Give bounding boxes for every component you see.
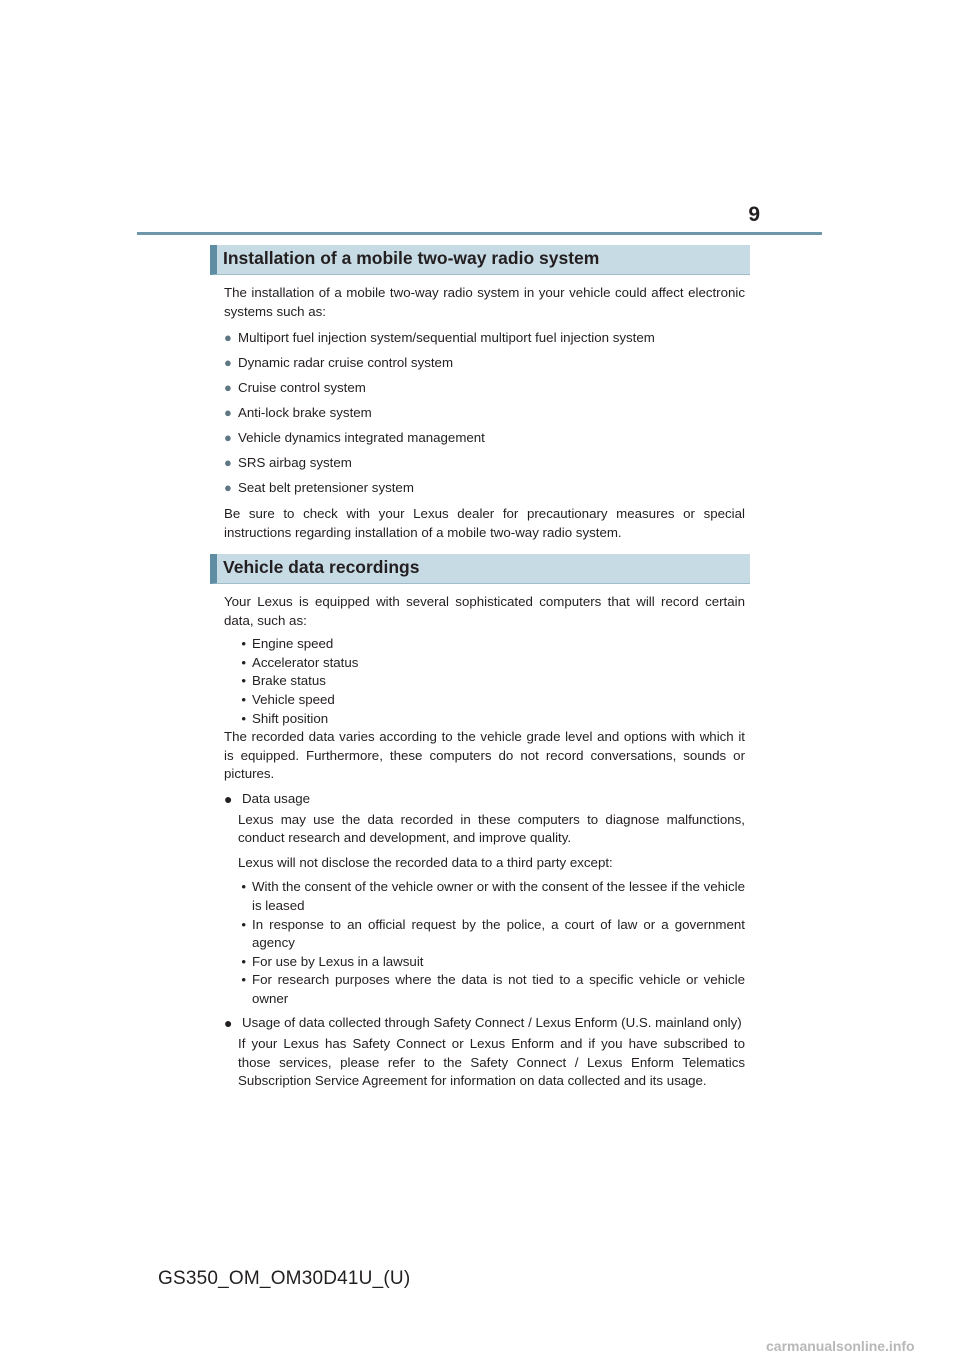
bullet-icon: ● [224, 430, 232, 446]
list-item: ● Seat belt pretensioner system [224, 479, 745, 504]
data-usage-title: Data usage [242, 790, 311, 806]
safety-connect-body: If your Lexus has Safety Connect or Lexus Enform and if you have subscribed to those services, please refer to the Safety Connect / Lexus Enform Telematics Subscription Service Agreement for information on data collected and its usage. [238, 1036, 745, 1089]
list-item: • With the consent of the vehicle owner or with the consent of the lessee if the vehicle is leased [241, 879, 745, 913]
list-item: ● Vehicle dynamics integrated management [224, 429, 745, 454]
section-heading-radio [210, 245, 750, 275]
bullet-icon: ● [224, 380, 232, 396]
list-item: • For use by Lexus in a lawsuit [241, 953, 424, 969]
radio-intro: The installation of a mobile two-way radio system in your vehicle could affect electronic systems such as: [224, 285, 745, 319]
bullet-icon: ● [224, 330, 232, 346]
section-heading-data-text: Vehicle data recordings [223, 557, 420, 577]
list-item: ● Cruise control system [224, 379, 745, 404]
bullet-icon: ● [224, 1015, 233, 1032]
section-heading-data [210, 554, 750, 584]
bullet-icon: ● [224, 790, 233, 807]
list-item: • Accelerator status [241, 654, 359, 670]
data-usage-item [224, 790, 745, 809]
list-item: • Engine speed [241, 636, 334, 652]
list-item: ● Dynamic radar cruise control system [224, 354, 745, 379]
bullet-icon: ● [224, 355, 232, 371]
recorded-note: The recorded data varies according to the vehicle grade level and options with which it is equipped. Furthermore, these computers do not record conversations, sounds or pictures. [224, 729, 745, 782]
list-item: ● SRS airbag system [224, 454, 745, 479]
data-intro: Your Lexus is equipped with several sophisticated computers that will record certain data, such as: [224, 594, 745, 628]
safety-connect-title: Usage of data collected through Safety Connect / Lexus Enform (U.S. mainland only) [242, 1015, 742, 1031]
safety-connect-item [224, 1014, 745, 1033]
list-item: • In response to an official request by the police, a court of law or a government agency [241, 916, 745, 951]
watermark: carmanualsonline.info [766, 1338, 915, 1354]
header-rule [137, 232, 822, 235]
bullet-icon: ● [224, 405, 232, 421]
document-code: GS350_OM_OM30D41U_(U) [158, 1268, 411, 1289]
data-usage-body: Lexus may use the data recorded in these computers to diagnose malfunctions, conduct research and development, and improve quality. Lexus will not disclose the recorded data to a third party except: • With the consent of the vehicle owner or with the consent of the lessee if the vehicle is leased • In response to an official request by the police, a court of law or a government agency • For use by Lexus in a lawsuit • For research purposes where the data is not tied to a specific vehicle or vehicle owner [224, 811, 745, 1009]
page-number: 9 [748, 203, 760, 226]
bullet-icon: ● [224, 480, 232, 496]
list-item: ● Anti-lock brake system [224, 404, 745, 429]
section-radio-body [224, 284, 745, 542]
list-item: • For research purposes where the data is not tied to a specific vehicle or vehicle owner [241, 972, 745, 1006]
list-item: • Shift position [241, 710, 329, 726]
list-item: ● Multiport fuel injection system/sequential multiport fuel injection system [224, 329, 745, 354]
bullet-icon: ● [224, 455, 232, 471]
list-item: • Vehicle speed [241, 691, 335, 707]
radio-outro: Be sure to check with your Lexus dealer for precautionary measures or special instructions regarding installation of a mobile two-way radio system. [224, 506, 745, 540]
section-heading-radio-text: Installation of a mobile two-way radio system [223, 248, 600, 268]
list-item: • Brake status [241, 673, 326, 689]
section-data-body [224, 593, 745, 1091]
